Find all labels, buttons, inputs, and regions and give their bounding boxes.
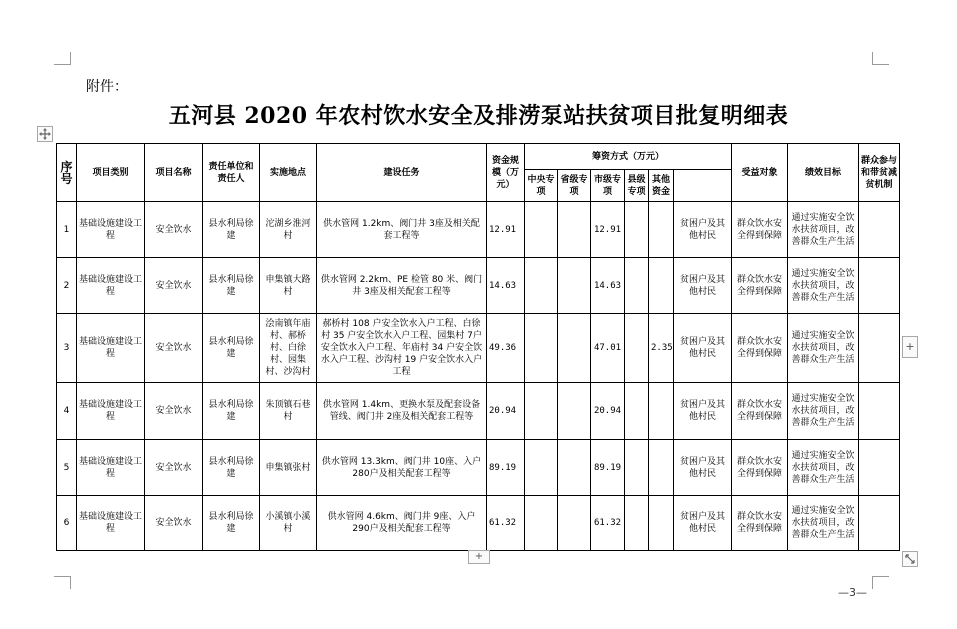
cell-goal: 群众饮水安全得到保障 (732, 383, 788, 440)
cell-city: 20.94 (591, 383, 625, 440)
cell-city: 12.91 (591, 202, 625, 258)
header-scale: 资金规模（万元） (487, 144, 525, 202)
cell-location: 沱湖乡淮河村 (260, 202, 317, 258)
cell-category: 基础设施建设工程 (77, 258, 145, 314)
cell-central (525, 258, 558, 314)
cell-goal: 群众饮水安全得到保障 (732, 496, 788, 551)
crop-mark-bottom-right (872, 576, 889, 589)
table-row (57, 383, 900, 440)
cell-mechanism: 通过实施安全饮水扶贫项目，改善群众生产生活 (788, 202, 859, 258)
table-resize-handle[interactable] (902, 551, 918, 567)
cell-scale: 89.19 (487, 440, 525, 496)
table-row (57, 202, 900, 258)
cell-county (625, 440, 649, 496)
cell-category: 基础设施建设工程 (77, 440, 145, 496)
cell-city: 61.32 (591, 496, 625, 551)
cell-county (625, 496, 649, 551)
table-row (57, 314, 900, 383)
cell-province (558, 314, 591, 383)
cell-county (625, 383, 649, 440)
cell-beneficiary: 贫困户及其他村民 (674, 314, 732, 383)
cell-remark (859, 496, 900, 551)
cell-mechanism: 通过实施安全饮水扶贫项目，改善群众生产生活 (788, 440, 859, 496)
cell-other (649, 440, 674, 496)
cell-seq: 1 (57, 202, 77, 258)
cell-scale: 12.91 (487, 202, 525, 258)
table-move-handle[interactable] (37, 126, 53, 142)
header-name: 项目名称 (145, 144, 203, 202)
cell-task: 供水管网 4.6km、阀门井 9座、入户 290户及相关配套工程等 (317, 496, 487, 551)
crop-mark-top-left (54, 52, 71, 65)
cell-city: 47.01 (591, 314, 625, 383)
cell-category: 基础设施建设工程 (77, 202, 145, 258)
header-mechanism: 群众参与和带贫减贫机制 (859, 144, 900, 202)
cell-central (525, 314, 558, 383)
cell-seq: 3 (57, 314, 77, 383)
table-row (57, 258, 900, 314)
cell-city: 89.19 (591, 440, 625, 496)
attachment-label: 附件： (86, 79, 128, 95)
cell-remark (859, 383, 900, 440)
cell-name: 安全饮水 (145, 258, 203, 314)
cell-goal: 群众饮水安全得到保障 (732, 440, 788, 496)
cell-beneficiary: 贫困户及其他村民 (674, 258, 732, 314)
cell-scale: 14.63 (487, 258, 525, 314)
header-funding: 筹资方式（万元） (525, 144, 732, 170)
cell-mechanism: 通过实施安全饮水扶贫项目，改善群众生产生活 (788, 258, 859, 314)
header-other: 其他资金 (649, 170, 674, 202)
cell-remark (859, 314, 900, 383)
cell-county (625, 314, 649, 383)
cell-province (558, 202, 591, 258)
cell-remark (859, 440, 900, 496)
cell-location: 小溪镇小溪村 (260, 496, 317, 551)
cell-task: 供水管网 2.2km、PE 检管 80 米、阀门井 3座及相关配套工程等 (317, 258, 487, 314)
cell-central (525, 440, 558, 496)
cell-central (525, 383, 558, 440)
cell-beneficiary: 贫困户及其他村民 (674, 202, 732, 258)
cell-category: 基础设施建设工程 (77, 383, 145, 440)
cell-location: 申集镇张村 (260, 440, 317, 496)
cell-name: 安全饮水 (145, 383, 203, 440)
header-location: 实施地点 (260, 144, 317, 202)
cell-location: 朱顶镇石巷村 (260, 383, 317, 440)
cell-category: 基础设施建设工程 (77, 496, 145, 551)
resize-icon (904, 553, 916, 565)
cell-task: 供水管网 13.3km、阀门井 10座、入户 280户及相关配套工程等 (317, 440, 487, 496)
cell-remark (859, 258, 900, 314)
cell-unit: 县水利局徐建 (203, 202, 260, 258)
header-county: 县级专项 (625, 170, 649, 202)
cell-other (649, 258, 674, 314)
cell-beneficiary: 贫困户及其他村民 (674, 383, 732, 440)
cell-other: 2.35 (649, 314, 674, 383)
table-row (57, 496, 900, 551)
cell-seq: 2 (57, 258, 77, 314)
header-city: 市级专项 (591, 170, 625, 202)
project-detail-table (56, 143, 900, 551)
cell-goal: 群众饮水安全得到保障 (732, 258, 788, 314)
cell-unit: 县水利局徐建 (203, 383, 260, 440)
cell-task: 供水管网 1.4km、更换水泵及配套设备管线、阀门井 2座及相关配套工程等 (317, 383, 487, 440)
header-unit: 责任单位和责任人 (203, 144, 260, 202)
cell-scale: 49.36 (487, 314, 525, 383)
cell-location: 申集镇大路村 (260, 258, 317, 314)
header-seq: 序号 (57, 144, 77, 202)
cell-name: 安全饮水 (145, 496, 203, 551)
cell-county (625, 202, 649, 258)
cell-seq: 4 (57, 383, 77, 440)
cell-province (558, 440, 591, 496)
cell-scale: 20.94 (487, 383, 525, 440)
header-category: 项目类别 (77, 144, 145, 202)
cell-unit: 县水利局徐建 (203, 496, 260, 551)
cell-central (525, 202, 558, 258)
cell-beneficiary: 贫困户及其他村民 (674, 496, 732, 551)
cell-unit: 县水利局徐建 (203, 258, 260, 314)
header-province: 省级专项 (558, 170, 591, 202)
cell-task: 供水管网 1.2km、阀门井 3座及相关配套工程等 (317, 202, 487, 258)
cell-goal: 群众饮水安全得到保障 (732, 202, 788, 258)
cell-mechanism: 通过实施安全饮水扶贫项目，改善群众生产生活 (788, 314, 859, 383)
cell-goal: 群众饮水安全得到保障 (732, 314, 788, 383)
table-row (57, 440, 900, 496)
cell-mechanism: 通过实施安全饮水扶贫项目，改善群众生产生活 (788, 496, 859, 551)
crop-mark-top-right (872, 52, 889, 65)
page-number: —3— (838, 586, 867, 599)
cell-mechanism: 通过实施安全饮水扶贫项目，改善群众生产生活 (788, 383, 859, 440)
cell-seq: 6 (57, 496, 77, 551)
cell-seq: 5 (57, 440, 77, 496)
cell-city: 14.63 (591, 258, 625, 314)
cell-province (558, 383, 591, 440)
cell-county (625, 258, 649, 314)
plus-icon: + (474, 551, 484, 562)
cell-task: 郝桥村 108 户安全饮水入户工程、白徐村 35 户安全饮水入户工程、园集村 7户安全饮水入户工程、年庙村 34 户安全饮水入户工程、沙沟村 19 户安全饮水入户工程 (317, 314, 487, 383)
move-icon (39, 128, 51, 140)
cell-unit: 县水利局徐建 (203, 314, 260, 383)
cell-other (649, 496, 674, 551)
cell-category: 基础设施建设工程 (77, 314, 145, 383)
cell-province (558, 258, 591, 314)
cell-province (558, 496, 591, 551)
cell-name: 安全饮水 (145, 202, 203, 258)
cell-other (649, 202, 674, 258)
crop-mark-bottom-left (54, 576, 71, 589)
cell-central (525, 496, 558, 551)
header-goal: 绩效目标 (788, 144, 859, 202)
cell-remark (859, 202, 900, 258)
add-row-button[interactable] (468, 550, 490, 564)
cell-name: 安全饮水 (145, 440, 203, 496)
cell-other (649, 383, 674, 440)
cell-beneficiary: 贫困户及其他村民 (674, 440, 732, 496)
cell-scale: 61.32 (487, 496, 525, 551)
cell-name: 安全饮水 (145, 314, 203, 383)
cell-unit: 县水利局徐建 (203, 440, 260, 496)
header-beneficiary: 受益对象 (732, 144, 788, 202)
header-central: 中央专项 (525, 170, 558, 202)
plus-icon: + (905, 340, 915, 353)
add-column-button[interactable] (902, 336, 918, 358)
page-title: 五河县 2020 年农村饮水安全及排涝泵站扶贫项目批复明细表 (168, 103, 789, 129)
header-task: 建设任务 (317, 144, 487, 202)
cell-location: 浍南镇年庙村、郝桥村、白徐村、园集村、沙沟村 (260, 314, 317, 383)
